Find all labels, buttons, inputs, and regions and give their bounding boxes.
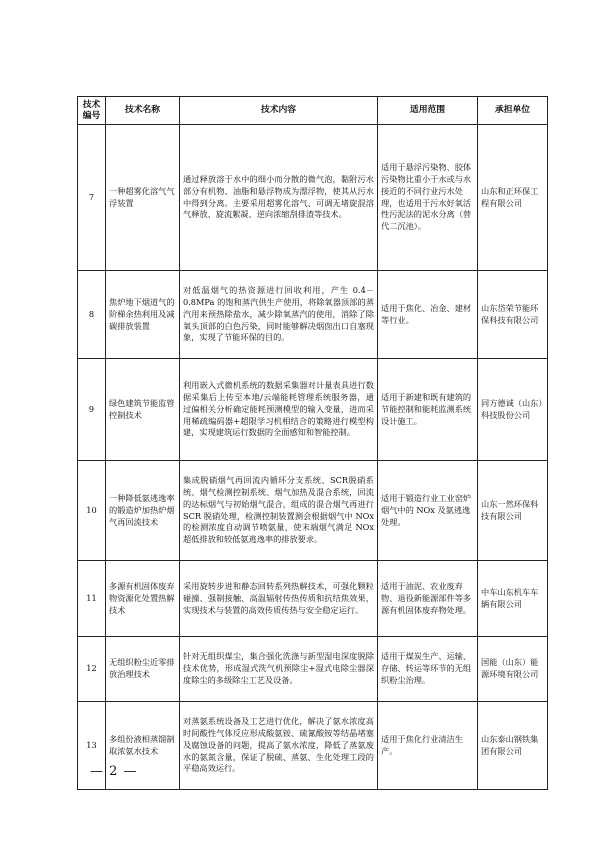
tech-name: 多组份液相蒸馏制取浓氨水技术 — [106, 702, 180, 790]
tech-unit: 山东岱荣节能环保科技有限公司 — [478, 271, 548, 359]
header-unit: 承担单位 — [478, 97, 548, 125]
tech-content: 针对无组织煤尘，集合强化洗涤与新型湿电深度脱除技术优势，形成湿式洗气机预除尘+湿式电除尘器深度除尘的多级除尘工艺及设备。 — [180, 637, 378, 702]
technology-table — [77, 96, 548, 790]
tech-name: 一种超雾化溶气气浮装置 — [106, 125, 180, 271]
table-row — [78, 461, 548, 561]
tech-code: 13 — [78, 702, 106, 790]
page-number: — 2 — — [90, 764, 138, 779]
table-row — [78, 271, 548, 359]
tech-unit: 山东和正环保工程有限公司 — [478, 125, 548, 271]
tech-scope: 适用于新建和既有建筑的节能控制和能耗监测系统设计施工。 — [378, 359, 478, 461]
tech-scope: 适用于悬浮污染物、胶体污染物比重小于水或与水接近的不同行业污水处理，也适用于污水好氧活性污泥法的泥水分离（替代二沉池）。 — [378, 125, 478, 271]
tech-content: 利用嵌入式微机系统的数据采集器对计量表具进行数据采集后上传至本地/云端能耗管理系统服务器，通过偏相关分析确定能耗预测模型的输入变量，进而采用稀疏编码器+超限学习机相结合的策略进行模型构建，实现建筑运行数据的全面感知和智能控制。 — [180, 359, 378, 461]
table-row — [78, 561, 548, 637]
tech-content: 对低温烟气的热资源进行回收利用，产生 0.4－0.8MPa 的饱和蒸汽供生产使用，将除氧器顶部的蒸汽用来预热除盐水，减少除氧蒸汽的使用，消除了除氧头顶部的白色污染，同时能够解决烟囱出口自塞现象，实现了节能环保的目的。 — [180, 271, 378, 359]
tech-content: 采用旋转步进和静态回转系列热解技术，可强化颗粒碰撞、强制接触、高温辐射传热传质和抗结焦效果，实现技术与装置的高效传质传热与安全稳定运行。 — [180, 561, 378, 637]
tech-scope: 适用于焦化行业清洁生产。 — [378, 702, 478, 790]
tech-content: 通过释放溶于水中的细小而分散的微气泡，黏附污水部分有机物、油脂和悬浮物成为漂浮物，使其从污水中得到分离。主要采用超雾化溶气、可调无堵旋混溶气释放、旋流絮凝、逆向浓缩刮排渣等技术。 — [180, 125, 378, 271]
tech-name: 绿色建筑节能监管控制技术 — [106, 359, 180, 461]
table-row — [78, 359, 548, 461]
table-row — [78, 125, 548, 271]
tech-unit: 国能（山东）能源环境有限公司 — [478, 637, 548, 702]
tech-name: 一种降低氨逃逸率的锻造炉加热炉烟气再回流技术 — [106, 461, 180, 561]
tech-name: 多源有机固体废弃物资源化处置热解技术 — [106, 561, 180, 637]
tech-scope: 适用于煤炭生产、运输、存储、转运等环节的无组织粉尘治理。 — [378, 637, 478, 702]
table-row — [78, 637, 548, 702]
tech-code: 7 — [78, 125, 106, 271]
header-content: 技术内容 — [180, 97, 378, 125]
tech-code: 11 — [78, 561, 106, 637]
tech-scope: 适用于焦化、冶金、建材等行业。 — [378, 271, 478, 359]
tech-unit: 中车山东机车车辆有限公司 — [478, 561, 548, 637]
tech-code: 12 — [78, 637, 106, 702]
header-code: 技术编号 — [78, 97, 106, 125]
tech-code: 10 — [78, 461, 106, 561]
header-scope: 适用范围 — [378, 97, 478, 125]
table-row — [78, 702, 548, 790]
tech-content: 对蒸氨系统设备及工艺进行优化，解决了氨水浓度高时间酸性气体反应形成酸氨铵、硫氰酸铵等结晶堵塞及腐蚀设备的问题，提高了氨水浓度，降低了蒸氨废水的氨氮含量，保证了脱硫、蒸氨、生化处理工段的平稳高效运行。 — [180, 702, 378, 790]
tech-name: 焦炉地下烟道气的阶梯余热利用及减碳排放装置 — [106, 271, 180, 359]
header-name: 技术名称 — [106, 97, 180, 125]
table-header-row — [78, 97, 548, 125]
tech-name: 无组织粉尘近零排放治理技术 — [106, 637, 180, 702]
tech-unit: 同方德诚（山东）科技股份公司 — [478, 359, 548, 461]
tech-scope: 适用于锻造行业工业窑炉烟气中的 NOx 及氨逃逸处理。 — [378, 461, 478, 561]
tech-code: 9 — [78, 359, 106, 461]
tech-code: 8 — [78, 271, 106, 359]
tech-scope: 适用于油泥、农业废弃物、退役新能源部件等多源有机固体废弃物处理。 — [378, 561, 478, 637]
tech-content: 集成脱硝烟气再回流内循环分支系统、SCR脱硝系统、烟气检测控制系统、烟气加热及混合系统，回流的达标烟气与初始烟气混合，组成的混合烟气再进行 SCR 脱硝处理，检测控制装置测会根据烟气中 NOx 的检测浓度自动调节喷氨量，使末端烟气满足 NOx 超低排放和较低氨逃逸率的排放要求。 — [180, 461, 378, 561]
tech-unit: 山东一然环保科技有限公司 — [478, 461, 548, 561]
tech-unit: 山东泰山钢铁集团有限公司 — [478, 702, 548, 790]
